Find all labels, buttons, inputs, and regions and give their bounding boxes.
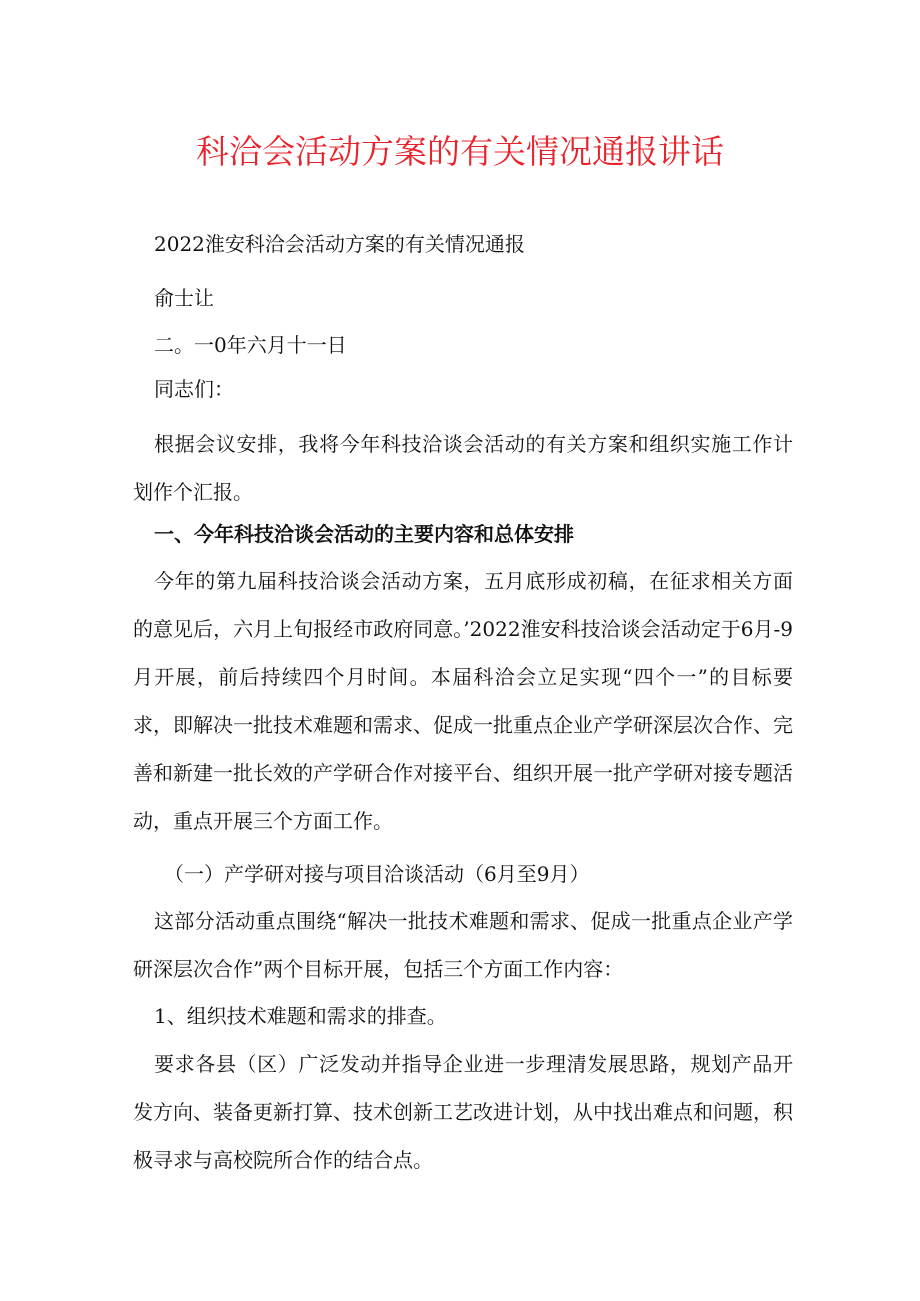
section1-paragraph: 今年的第九届科技洽谈会活动方案，五月底形成初稿，在征求相关方面的意见后，六月上旬报经市政府同意。’2022淮安科技洽谈会活动定于6月-9月开展，前后持续四个月时间。本届科洽会立足实现“四个一”的目标要求，即解决一批技术难题和需求、促成一批重点企业产学研深层次合作、完善和新建一批长效的产学研合作对接平台、组织开展一批产学研对接专题活动，重点开展三个方面工作。: [133, 569, 793, 833]
salutation: 同志们：: [154, 377, 234, 401]
intro-paragraph: 根据会议安排，我将今年科技洽谈会活动的有关方案和组织实施工作计划作个汇报。: [133, 432, 793, 504]
subsection1-paragraph: 这部分活动重点围绕“解决一批技术难题和需求、促成一批重点企业产学研深层次合作”两个目标开展，包括三个方面工作内容：: [133, 909, 793, 981]
document-date: 二。一0年六月十一日: [154, 333, 347, 357]
document-title: 科洽会活动方案的有关情况通报讲话: [196, 132, 724, 171]
author-name: 俞士让: [154, 286, 214, 310]
subsection1-heading: （一）产学研对接与项目洽谈活动（6月至9月）: [164, 862, 590, 886]
item1-heading: 1、组织技术难题和需求的排查。: [154, 1004, 447, 1028]
document-subtitle: 2022淮安科洽会活动方案的有关情况通报: [154, 232, 525, 256]
section1-heading: 一、今年科技洽谈会活动的主要内容和总体安排: [154, 522, 574, 546]
item1-paragraph: 要求各县（区）广泛发动并指导企业进一步理清发展思路，规划产品开发方向、装备更新打算、技术创新工艺改进计划，从中找出难点和问题，积极寻求与高校院所合作的结合点。: [133, 1052, 793, 1172]
